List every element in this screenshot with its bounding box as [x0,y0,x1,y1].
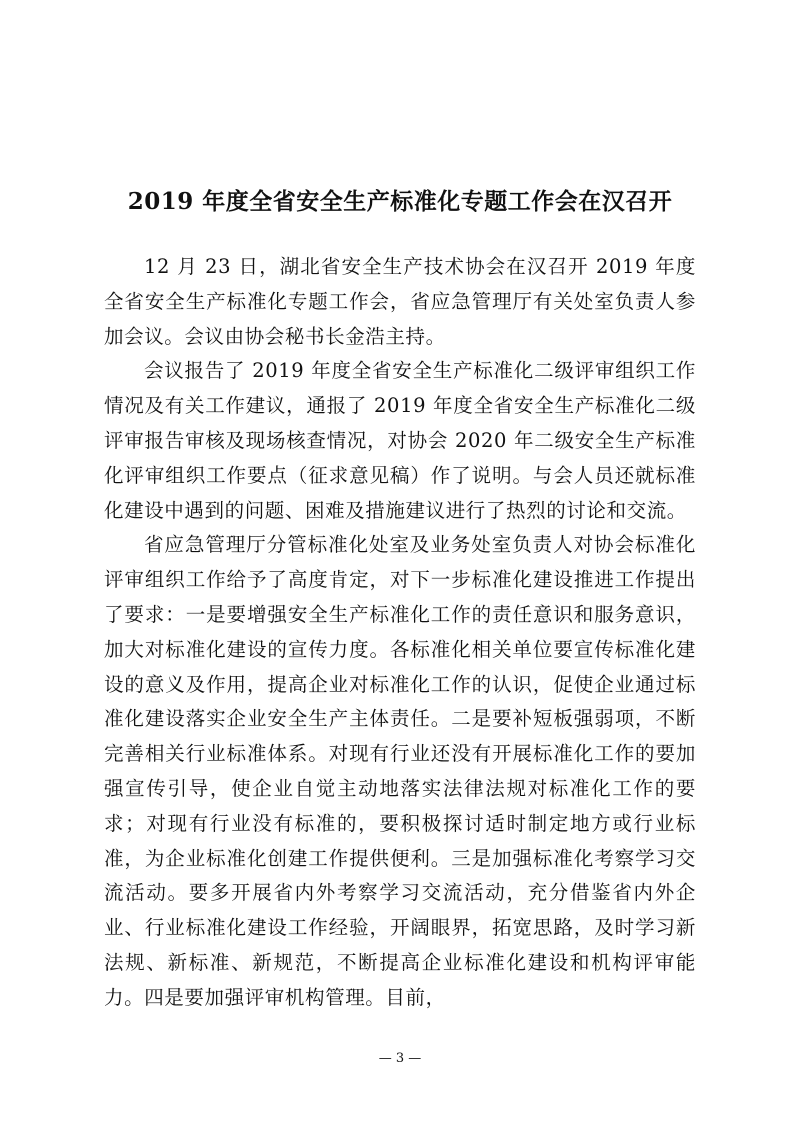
page-number: — 3 — [378,1051,422,1066]
document-title: 2019 年度全省安全生产标准化专题工作会在汉召开 [127,188,673,216]
paragraph-2: 会议报告了 2019 年度全省安全生产标准化二级评审组织工作情况及有关工作建议，通报了 2019 年度全省安全生产标准化二级评审报告审核及现场核查情况，对协会 2020 年二级安全生产标准化评审组织工作要点（征求意见稿）作了说明。与会人员还就标准化建设中遇到的问题、困难及措施建议进行了热烈的讨论和交流。 [104,359,696,522]
paragraph-1: 12 月 23 日，湖北省安全生产技术协会在汉召开 2019 年度全省安全生产标准化专题工作会，省应急管理厅有关处室负责人参加会议。会议由协会秘书长金浩主持。 [104,255,696,348]
document-body [104,250,696,1016]
paragraph-3: 省应急管理厅分管标准化处室及业务处室负责人对协会标准化评审组织工作给予了高度肯定，对下一步标准化建设推进工作提出了要求：一是要增强安全生产标准化工作的责任意识和服务意识，加大对标准化建设的宣传力度。各标准化相关单位要宣传标准化建设的意义及作用，提高企业对标准化工作的认识，促使企业通过标准化建设落实企业安全生产主体责任。二是要补短板强弱项，不断完善相关行业标准体系。对现有行业还没有开展标准化工作的要加强宣传引导，使企业自觉主动地落实法律法规对标准化工作的要求；对现有行业没有标准的，要积极探讨适时制定地方或行业标准，为企业标准化创建工作提供便利。三是加强标准化考察学习交流活动。要多开展省内外考察学习交流活动，充分借鉴省内外企业、行业标准化建设工作经验，开阔眼界，拓宽思路，及时学习新法规、新标准、新规范，不断提高企业标准化建设和机构评审能力。四是要加强评审机构管理。目前， [104,533,696,1009]
